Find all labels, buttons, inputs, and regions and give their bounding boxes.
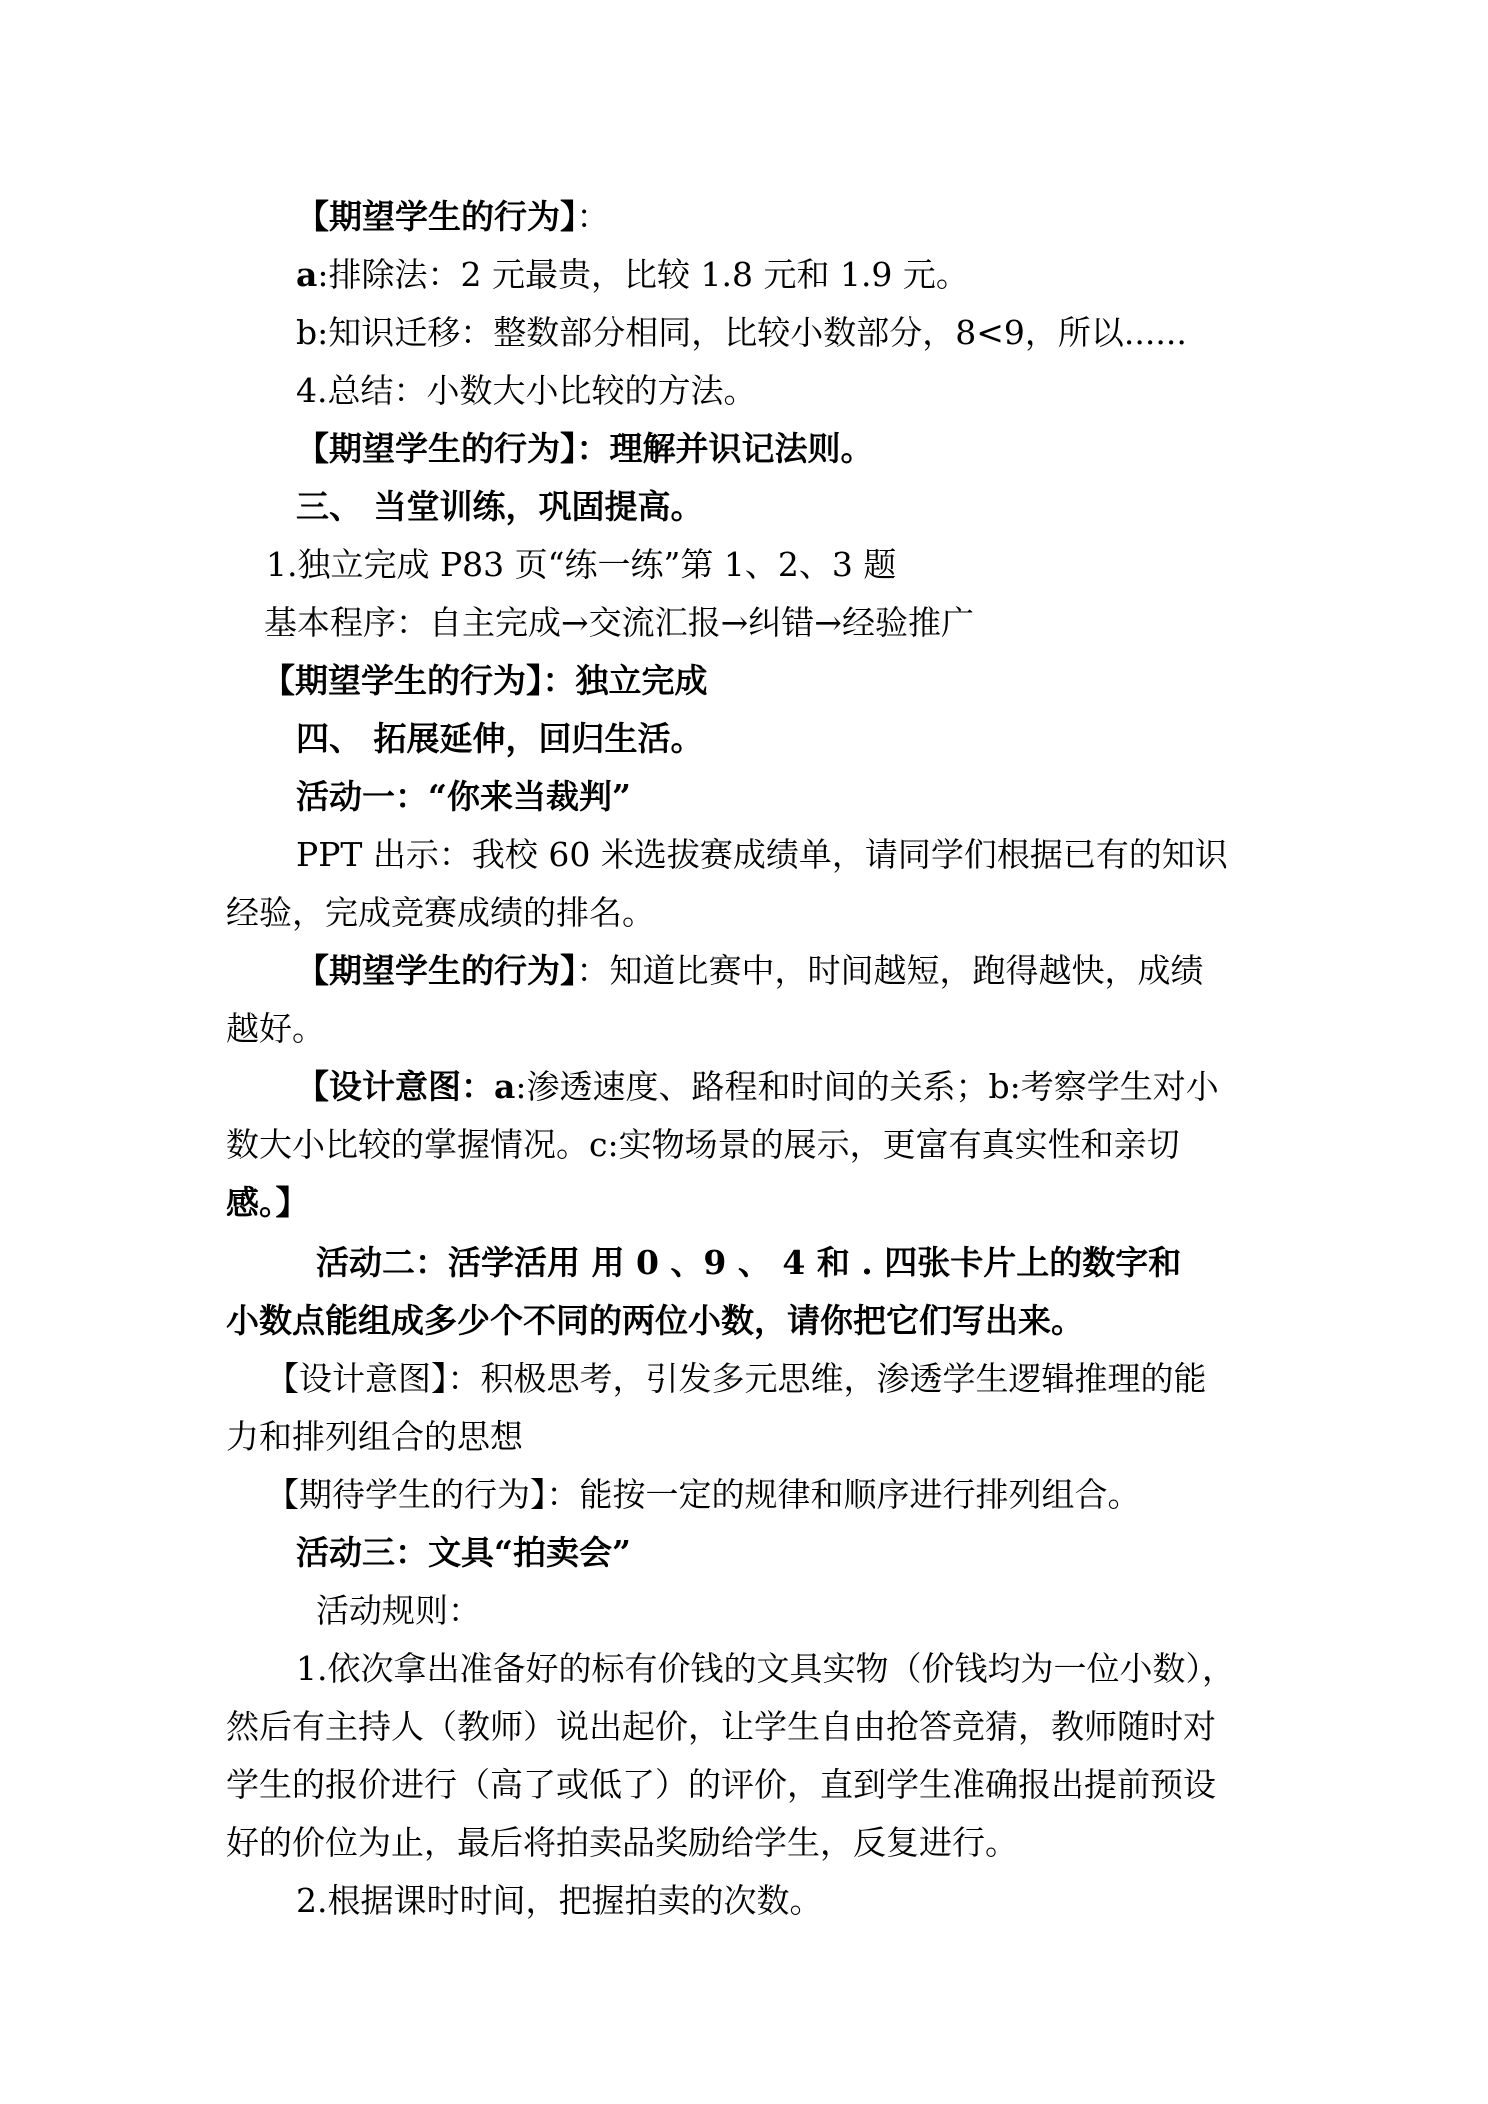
design-intent-text: :渗透速度、路程和时间的关系；b:考察学生对小 [515,1067,1219,1106]
paragraph-line [296,834,1228,876]
activity-text: 小数点能组成多少个不同的两位小数，请你把它们写出来。 [226,1301,1084,1340]
expected-behavior-text: ：独立完成 [542,661,708,700]
paragraph-line [226,892,655,934]
paragraph-text: 数大小比较的掌握情况。c:实物场景的展示，更富有真实性和亲切 [226,1125,1180,1164]
section-heading-4 [296,718,704,760]
expected-behavior-text: ：能按一定的规律和顺序进行排列组合。 [546,1475,1141,1514]
method-a-text: :排除法：2 元最贵，比较 1.8 元和 1.9 元。 [317,255,969,294]
expected-behavior-heading-1 [296,196,610,238]
expected-behavior-line-2 [296,428,874,470]
rule-2-line [296,1880,823,1922]
paragraph-text: 好的价位为止，最后将拍卖品奖励给学生，反复进行。 [226,1823,1018,1862]
activity-title: 活动一：“你来当裁判” [296,777,631,816]
rules-heading [316,1590,481,1632]
paragraph-line [226,1764,1216,1806]
expected-behavior-line-5 [266,1474,1141,1516]
paragraph-text: 学生的报价进行（高了或低了）的评价，直到学生准确报出提前预设 [226,1765,1216,1804]
expected-behavior-line-4 [296,950,1204,992]
method-b-text: b:知识迁移：整数部分相同，比较小数部分，8<9，所以...... [296,313,1187,352]
expected-behavior-text: ：知道比赛中，时间越短，跑得越快，成绩 [576,951,1204,990]
rules-label: 活动规则： [316,1591,481,1630]
design-intent-label: 【设计意图】 [266,1359,448,1398]
paragraph-line [226,1182,309,1224]
paragraph-text: 越好。 [226,1009,325,1048]
paragraph-line [226,1124,1180,1166]
paragraph-line [226,1416,523,1458]
summary-text: 4.总结：小数大小比较的方法。 [296,371,757,410]
rule-1-line [296,1648,1235,1690]
activity-title: 活动三：文具“拍卖会” [296,1533,631,1572]
paragraph-text: 然后有主持人（教师）说出起价，让学生自由抢答竞猜，教师随时对 [226,1707,1216,1746]
exercise-text: 1.独立完成 P83 页“练一练”第 1、2、3 题 [266,545,897,584]
section-title: 四、 拓展延伸，回归生活。 [296,719,704,758]
paragraph-text: 经验，完成竞赛成绩的排名。 [226,893,655,932]
paragraph-line [226,1008,325,1050]
expected-behavior-line-3 [262,660,708,702]
expected-behavior-text: 【期望学生的行为】：理解并识记法则。 [296,429,874,468]
exercise-line [266,544,896,586]
expected-behavior-label: 【期待学生的行为】 [266,1475,547,1514]
activity-1-title [296,776,631,818]
design-intent-label: 【设计意图：a [296,1067,516,1106]
procedure-line [264,602,974,644]
rule-text: 1.依次拿出准备好的标有价钱的文具实物（价钱均为一位小数）， [296,1649,1235,1688]
paragraph-text: PPT 出示：我校 60 米选拔赛成绩单，请同学们根据已有的知识 [296,835,1228,874]
colon: ： [576,197,610,236]
paragraph-text: 力和排列组合的思想 [226,1417,523,1456]
section-title: 三、 当堂训练，巩固提高。 [296,487,704,526]
expected-behavior-label: 【期望学生的行为】 [296,197,577,236]
design-intent-line-1 [296,1066,1219,1108]
activity-2-title [316,1242,1181,1284]
design-intent-text: ：积极思考，引发多元思维，渗透学生逻辑推理的能 [447,1359,1207,1398]
section-heading-3 [296,486,704,528]
design-intent-line-2 [266,1358,1207,1400]
paragraph-line [226,1822,1018,1864]
method-a-line [296,254,969,296]
summary-line [296,370,757,412]
method-b-line [296,312,1187,354]
rule-text: 2.根据课时时间，把握拍卖的次数。 [296,1881,823,1920]
activity-3-title [296,1532,631,1574]
procedure-text: 基本程序：自主完成→交流汇报→纠错→经验推广 [264,603,974,642]
label-a: a [296,255,318,294]
activity-2-continued [226,1300,1084,1342]
expected-behavior-label: 【期望学生的行为】 [296,951,577,990]
paragraph-text: 感。】 [226,1183,309,1222]
paragraph-line [226,1706,1216,1748]
activity-title: 活动二：活学活用 用 0 、9 、 4 和 . 四张卡片上的数字和 [316,1243,1182,1282]
expected-behavior-label: 【期望学生的行为】 [262,661,543,700]
